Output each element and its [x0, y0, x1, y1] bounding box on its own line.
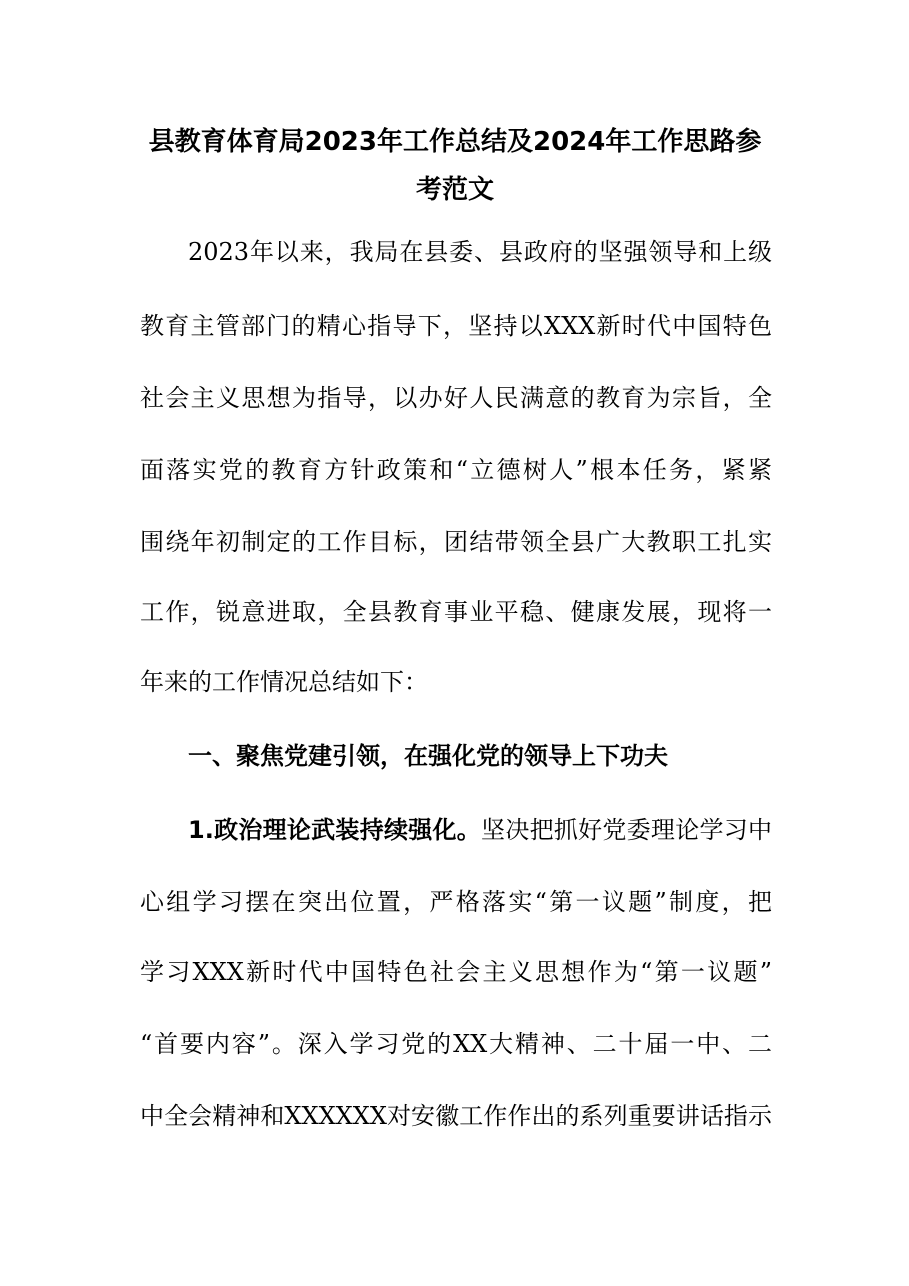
item-1-line-5: 中全会精神和XXXXXX对安徽工作作出的系列重要讲话指示	[140, 1102, 772, 1130]
intro-line-2: 教育主管部门的精心指导下，坚持以XXX新时代中国特色	[140, 312, 772, 340]
intro-line-4: 面落实党的教育方针政策和“立德树人”根本任务，紧紧	[140, 456, 772, 484]
intro-line-1: 2023年以来，我局在县委、县政府的坚强领导和上级	[188, 238, 772, 266]
item-1-line-3: 学习XXX新时代中国特色社会主义思想作为“第一议题”	[140, 958, 772, 986]
section-1-heading: 一、聚焦党建引领，在强化党的领导上下功夫	[188, 742, 668, 770]
document-title-line-2: 考范文	[415, 175, 494, 205]
intro-line-6: 工作，锐意进取，全县教育事业平稳、健康发展，现将一	[140, 598, 772, 626]
item-1-line-4: “首要内容”。深入学习党的XX大精神、二十届一中、二	[140, 1030, 772, 1058]
intro-line-7: 年来的工作情况总结如下：	[140, 668, 428, 696]
item-1-bold-lead: 1.政治理论武装持续强化。	[188, 816, 482, 844]
intro-line-3: 社会主义思想为指导，以办好人民满意的教育为宗旨，全	[140, 384, 772, 412]
item-1-line-2: 心组学习摆在突出位置，严格落实“第一议题”制度，把	[140, 888, 772, 916]
item-1-line-1-rest: 坚决把抓好党委理论学习中	[481, 816, 772, 844]
document-title-line-1: 县教育体育局2023年工作总结及2024年工作思路参	[148, 127, 762, 157]
item-1-line-1	[188, 810, 772, 850]
intro-line-5: 围绕年初制定的工作目标，团结带领全县广大教职工扎实	[140, 528, 772, 556]
